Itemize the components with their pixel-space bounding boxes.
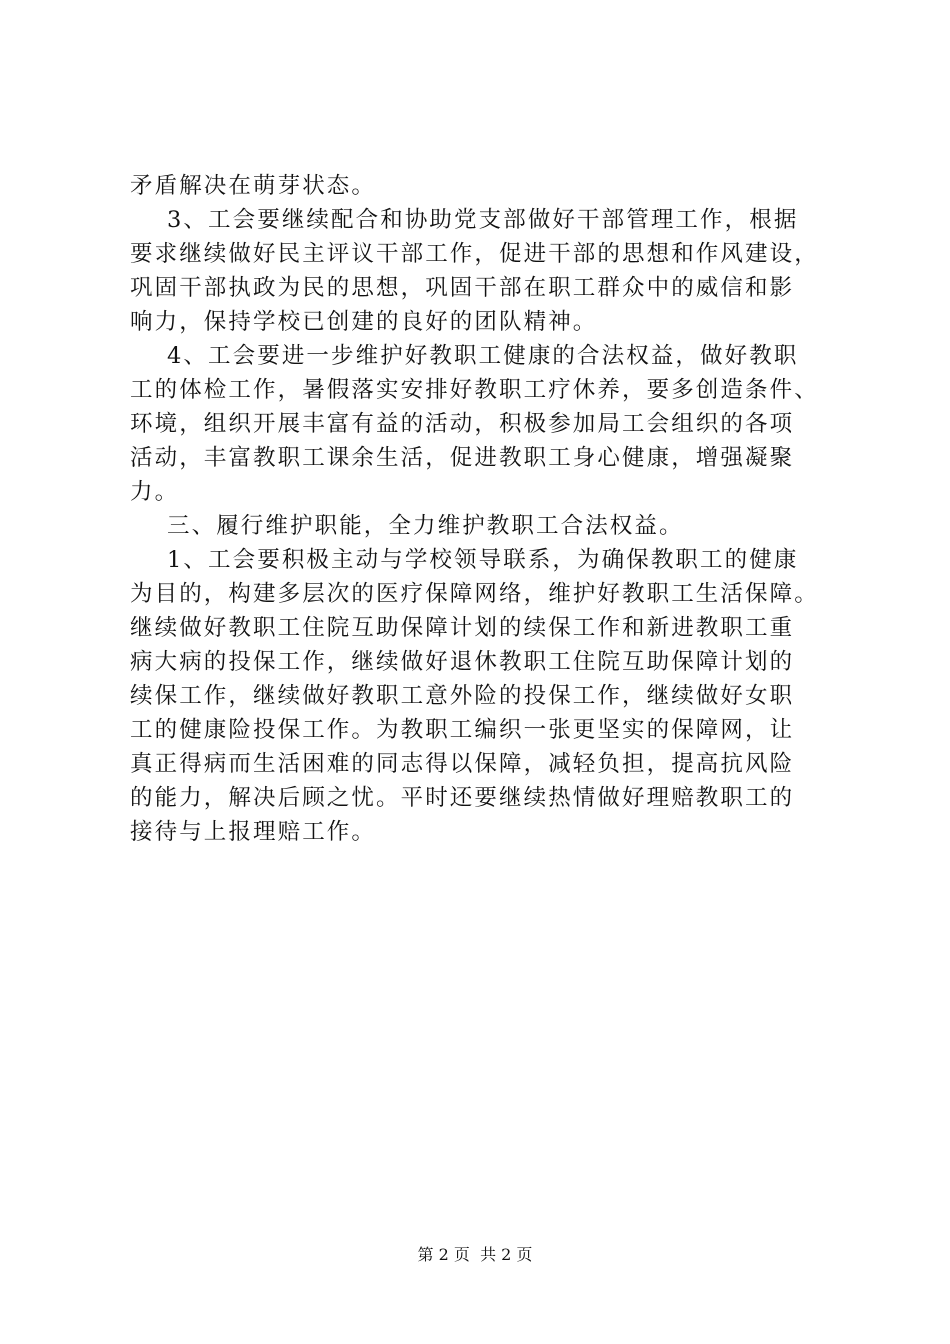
text-line: 力。 (130, 479, 180, 505)
text-line: 响力，保持学校已创建的良好的团队精神。 (130, 309, 598, 335)
page-number-footer: 第 2 页 共 2 页 (417, 1245, 533, 1264)
text-line: 1、工会要积极主动与学校领导联系，为确保教职工的健康 (130, 547, 799, 573)
text-line: 病大病的投保工作，继续做好退休教职工住院互助保障计划的 (130, 649, 795, 675)
text-line: 4、工会要进一步维护好教职工健康的合法权益，做好教职 (130, 343, 799, 369)
section-heading: 三、履行维护职能，全力维护教职工合法权益。 (130, 513, 684, 539)
text-line: 真正得病而生活困难的同志得以保障，减轻负担，提高抗风险 (130, 751, 795, 777)
text-line: 环境，组织开展丰富有益的活动，积极参加局工会组织的各项 (130, 411, 795, 437)
text-line: 巩固干部执政为民的思想，巩固干部在职工群众中的威信和影 (130, 275, 795, 301)
text-line: 为目的，构建多层次的医疗保障网络，维护好教职工生活保障。 (130, 581, 819, 607)
document-body (130, 169, 830, 849)
text-line: 续保工作，继续做好教职工意外险的投保工作，继续做好女职 (130, 683, 795, 709)
text-line: 矛盾解决在萌芽状态。 (130, 173, 377, 199)
text-line: 活动，丰富教职工课余生活，促进教职工身心健康，增强凝聚 (130, 445, 795, 471)
text-line: 工的体检工作，暑假落实安排好教职工疗休养，要多创造条件、 (130, 377, 819, 403)
text-line: 继续做好教职工住院互助保障计划的续保工作和新进教职工重 (130, 615, 795, 641)
text-line: 要求继续做好民主评议干部工作，促进干部的思想和作风建设， (130, 241, 819, 267)
text-line: 接待与上报理赔工作。 (130, 819, 377, 845)
text-line: 工的健康险投保工作。为教职工编织一张更坚实的保障网，让 (130, 717, 795, 743)
text-line: 的能力，解决后顾之忧。平时还要继续热情做好理赔教职工的 (130, 785, 795, 811)
text-line: 3、工会要继续配合和协助党支部做好干部管理工作，根据 (130, 207, 799, 233)
